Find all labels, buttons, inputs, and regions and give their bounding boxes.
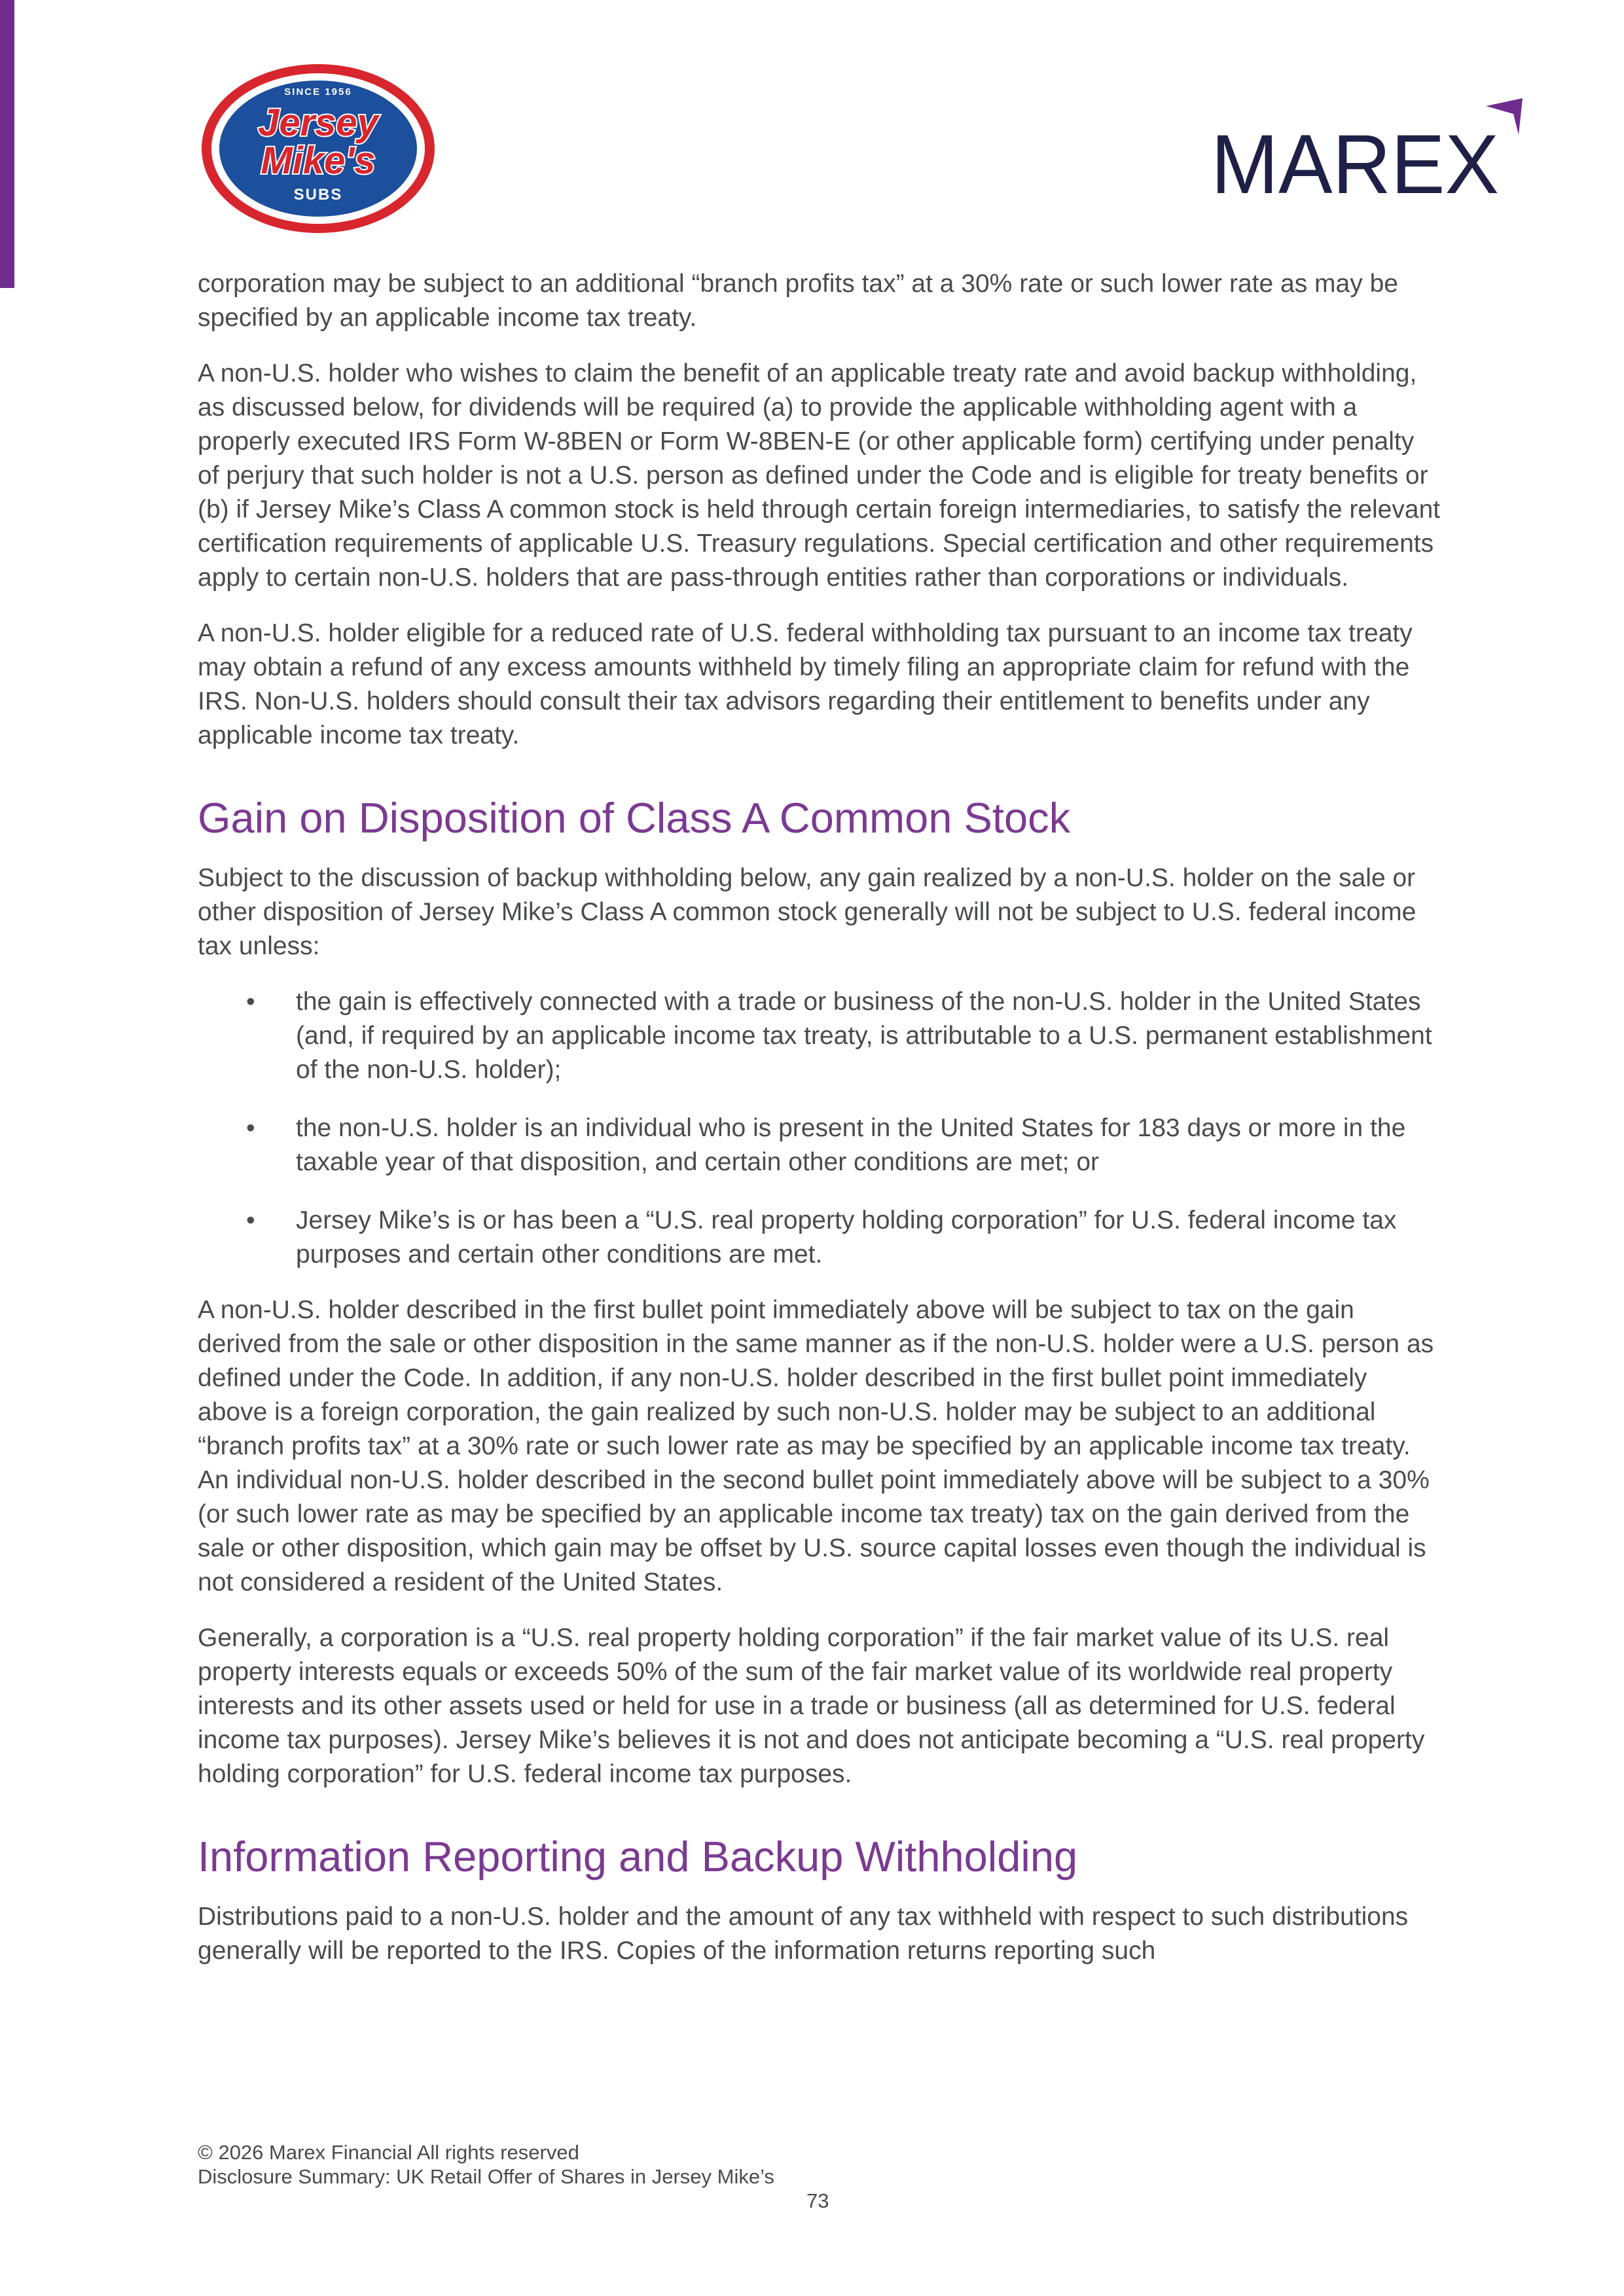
marex-logo-text: MAREX [1211,118,1499,203]
bullet-icon: • [246,1114,255,1142]
logo-since-text: SINCE 1956 [284,86,352,98]
list-item-text: the non-U.S. holder is an individual who is present in the United States for 183 days or more in the taxable year of that disposition, and certain other conditions are met; or [296,1114,1406,1176]
list-item-text: Jersey Mike’s is or has been a “U.S. real property holding corporation” for U.S. federal income tax purposes and certain other conditions are met. [296,1206,1397,1268]
paragraph-treaty-rate-claim: A non-U.S. holder who wishes to claim the benefit of an applicable treaty rate and avoid backup withholding, as discussed below, for dividends will be required (a) to provide the applicable withholding agent with a properly executed IRS Form W-8BEN or Form W-8BEN-E (or other applicable form) certifying under penalty of perjury that such holder is not a U.S. person as defined under the Code and is eligible for treaty benefits or (b) if Jersey Mike’s Class A common stock is held through certain foreign intermediaries, to satisfy the relevant certification requirements of applicable U.S. Treasury regulations. Special certification and other requirements apply to certain non-U.S. holders that are pass-through entities rather than corporations or individuals. [198,359,1441,592]
paragraph-refund-excess-withholding: A non-U.S. holder eligible for a reduced rate of U.S. federal withholding tax pursuant to an income tax treaty may obtain a refund of any excess amounts withheld by timely filing an appropriate claim for refund with the IRS. Non-U.S. holders should consult their tax advisors regarding their entitlement to benefits under any applicable income tax treaty. [198,619,1413,749]
paragraph-branch-profits-tax: corporation may be subject to an additional “branch profits tax” at a 30% rate or such lower rate as may be specified by an applicable income tax treaty. [198,270,1398,332]
paragraph-gain-subject-to-tax: Subject to the discussion of backup withholding below, any gain realized by a non-U.S. holder on the sale or other disposition of Jersey Mike’s Class A common stock generally will not be subject to U.S. federal income tax unless: [198,864,1416,960]
section-heading-gain-on-disposition: Gain on Disposition of Class A Common Stock [198,794,1071,842]
list-item-text: the gain is effectively connected with a trade or business of the non-U.S. holder in the United States (and, if required by an applicable income tax treaty, is attributable to a U.S. permanent establishment of the non-U.S. holder); [296,988,1432,1084]
page-number: 73 [806,2189,829,2212]
page-accent-bar [0,0,14,288]
logo-subs-text: SUBS [293,186,343,204]
page-footer [198,2140,1441,2213]
list-item [198,1111,1441,1179]
logo-mikes-text: Mike's [261,139,376,182]
paragraph-usrphc-definition: Generally, a corporation is a “U.S. real property holding corporation” if the fair market value of its U.S. real property interests equals or exceeds 50% of the sum of the fair market value of its worldwide real property interests and its other assets used or held for use in a trade or business (all as determined for U.S. federal income tax purposes). Jersey Mike’s believes it is not and does not anticipate becoming a “U.S. real property holding corporation” for U.S. federal income tax purposes. [198,1624,1425,1788]
footer-disclosure-title: Disclosure Summary: UK Retail Offer of Shares in Jersey Mike’s [198,2165,774,2188]
footer-copyright: © 2026 Marex Financial All rights reserved [198,2141,579,2164]
bullet-list-tax-conditions [198,985,1441,1272]
marex-logo [1211,92,1532,203]
section-heading-information-reporting: Information Reporting and Backup Withholding [198,1833,1078,1880]
list-item [198,1204,1441,1272]
paragraph-distributions-reported: Distributions paid to a non-U.S. holder and the amount of any tax withheld with respect to such distributions generally will be reported to the IRS. Copies of the information returns reporting such [198,1903,1409,1965]
paragraph-first-bullet-explanation: A non-U.S. holder described in the first bullet point immediately above will be subject to tax on the gain derived from the sale or other disposition in the same manner as if the non-U.S. holder were a U.S. person as defined under the Code. In addition, if any non-U.S. holder described in the first bullet point immediately above is a foreign corporation, the gain realized by such non-U.S. holder may be subject to an additional “branch profits tax” at a 30% rate or such lower rate as may be specified by an applicable income tax treaty. An individual non-U.S. holder described in the second bullet point immediately above will be subject to a 30% (or such lower rate as may be specified by an applicable income tax treaty) tax on the gain derived from the sale or other disposition, which gain may be offset by U.S. source capital losses even though the individual is not considered a resident of the United States. [198,1296,1434,1596]
logo-jersey-text: Jersey [258,101,378,144]
bullet-icon: • [246,988,255,1016]
document-body [198,267,1441,1990]
jersey-mikes-logo [200,62,437,236]
bullet-icon: • [246,1206,255,1234]
list-item [198,985,1441,1087]
